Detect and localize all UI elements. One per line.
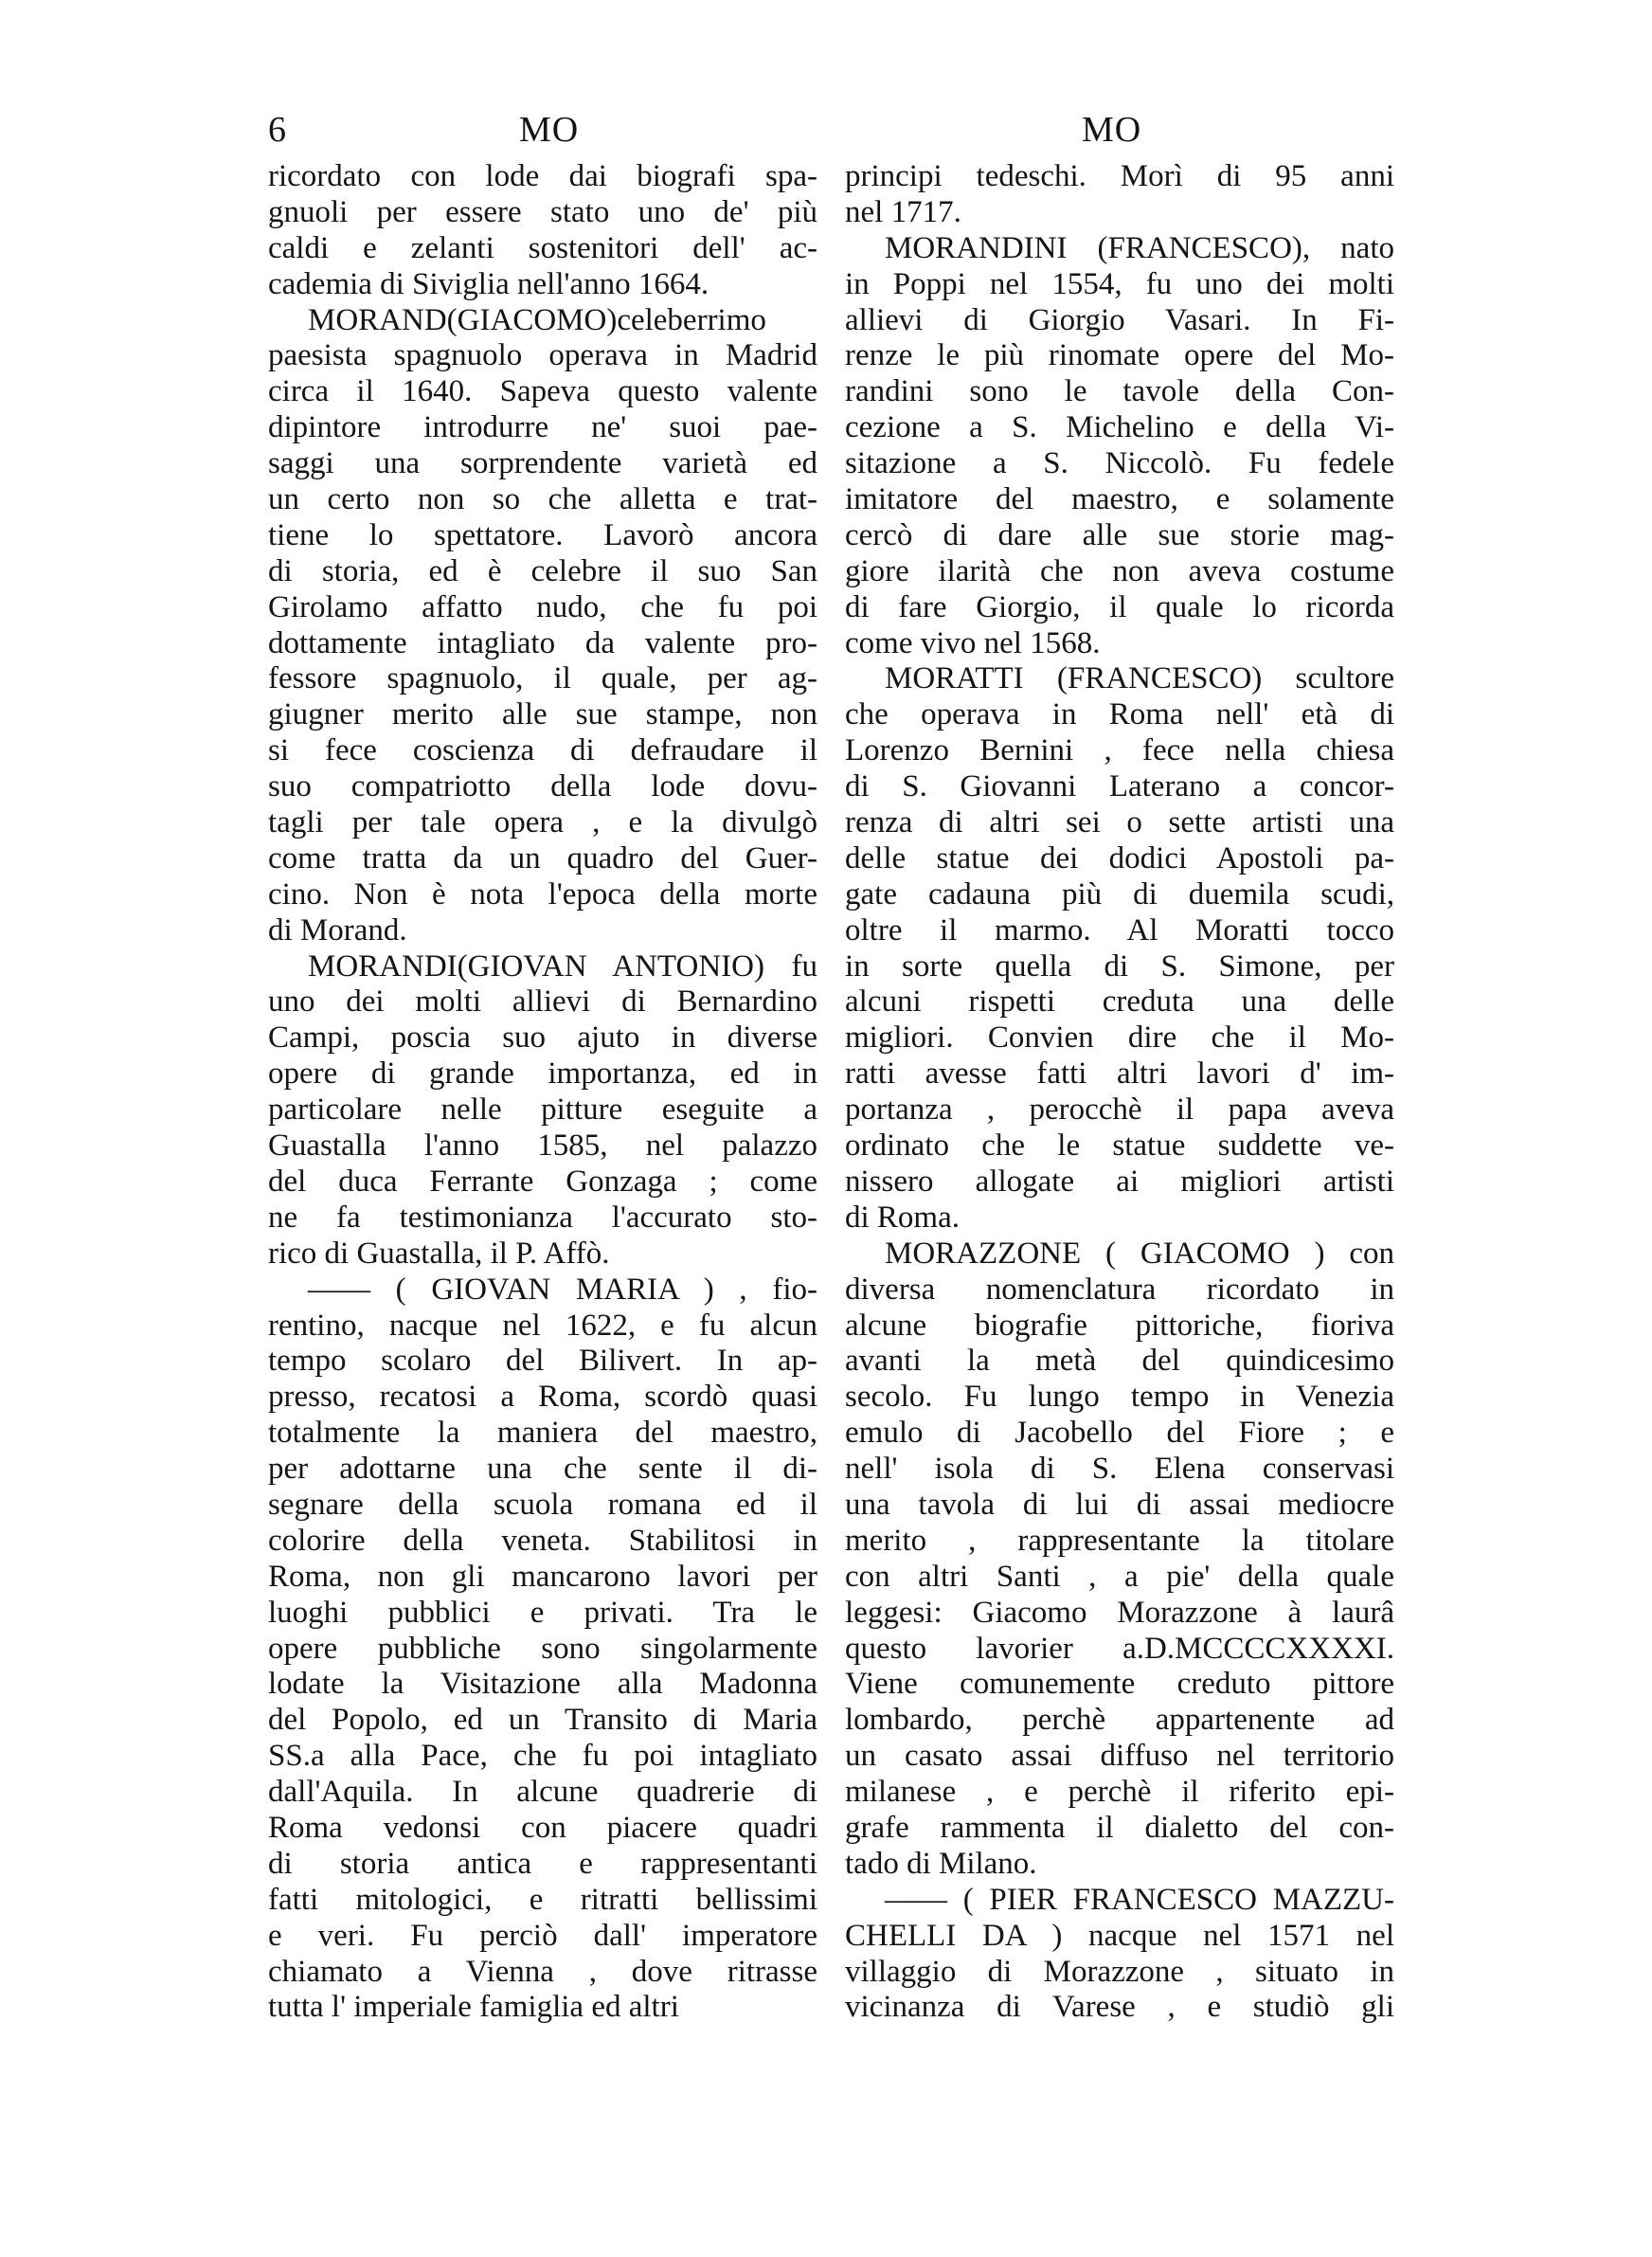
text-line: emulo di Jacobello del Fiore ; e bbox=[845, 1416, 1394, 1451]
text-line: MORAND(GIACOMO)celeberrimo bbox=[308, 302, 766, 337]
text-line: Roma, non gli mancarono lavori per bbox=[268, 1559, 817, 1594]
text-line: in Poppi nel 1554, fu uno dei molti bbox=[845, 266, 1394, 301]
text-line: paesista spagnuolo operava in Madrid bbox=[268, 338, 817, 373]
text-line: rico di Guastalla, il P. Affò. bbox=[268, 1236, 610, 1271]
text-line: tiene lo spettatore. Lavorò ancora bbox=[268, 517, 817, 552]
text-line: per adottarne una che sente il di- bbox=[268, 1452, 817, 1487]
text-line: chiamato a Vienna , dove ritrasse bbox=[268, 1954, 817, 1989]
text-line: un certo non so che alletta e trat- bbox=[268, 482, 817, 517]
text-line: con altri Santi , a pie' della quale bbox=[845, 1559, 1394, 1594]
text-line: del Popolo, ed un Transito di Maria bbox=[268, 1703, 817, 1738]
text-line: cercò di dare alle sue storie mag- bbox=[845, 517, 1394, 552]
text-line: di fare Giorgio, il quale lo ricorda bbox=[845, 589, 1394, 624]
text-line: suo compatriotto della lode dovu- bbox=[268, 769, 817, 804]
text-line: portanza , perocchè il papa aveva bbox=[845, 1092, 1394, 1128]
text-line: —— ( PIER FRANCESCO MAZZU- bbox=[885, 1882, 1394, 1917]
text-line: —— ( GIOVAN MARIA ) , fio- bbox=[308, 1272, 817, 1307]
text-line: gate cadauna più di duemila scudi, bbox=[845, 876, 1394, 912]
text-line: Guastalla l'anno 1585, nel palazzo bbox=[268, 1128, 817, 1164]
text-line: nel 1717. bbox=[845, 194, 961, 229]
text-line: ratti avesse fatti altri lavori d' im- bbox=[845, 1056, 1394, 1092]
text-line: nell' isola di S. Elena conservasi bbox=[845, 1452, 1394, 1487]
left-column bbox=[268, 159, 817, 2026]
text-line: grafe rammenta il dialetto del con- bbox=[845, 1810, 1394, 1845]
text-line: circa il 1640. Sapeva questo valente bbox=[268, 374, 817, 409]
text-line: un casato assai diffuso nel territorio bbox=[845, 1739, 1394, 1774]
text-line: Viene comunemente creduto pittore bbox=[845, 1667, 1394, 1702]
text-line: fessore spagnuolo, il quale, per ag- bbox=[268, 661, 817, 696]
text-line: delle statue dei dodici Apostoli pa- bbox=[845, 840, 1394, 876]
text-line: come tratta da un quadro del Guer- bbox=[268, 840, 817, 876]
text-line: vicinanza di Varese , e studiò gli bbox=[845, 1990, 1394, 2025]
text-line: avanti la metà del quindicesimo bbox=[845, 1344, 1394, 1379]
text-line: principi tedeschi. Morì di 95 anni bbox=[845, 159, 1394, 193]
text-line: SS.a alla Pace, che fu poi intagliato bbox=[268, 1739, 817, 1774]
text-line: e veri. Fu perciò dall' imperatore bbox=[268, 1918, 817, 1953]
text-line: gnuoli per essere stato uno de' più bbox=[268, 194, 817, 229]
text-line: del duca Ferrante Gonzaga ; come bbox=[268, 1164, 817, 1199]
text-line: randini sono le tavole della Con- bbox=[845, 374, 1394, 409]
text-line: nissero allogate ai migliori artisti bbox=[845, 1164, 1394, 1199]
text-line: giugner merito alle sue stampe, non bbox=[268, 697, 817, 732]
text-line: allievi di Giorgio Vasari. In Fi- bbox=[845, 302, 1394, 337]
text-line: cezione a S. Michelino e della Vi- bbox=[845, 410, 1394, 445]
text-line: saggi una sorprendente varietà ed bbox=[268, 446, 817, 481]
text-line: Campi, poscia suo ajuto in diverse bbox=[268, 1020, 817, 1056]
text-line: tagli per tale opera , e la divulgò bbox=[268, 805, 817, 840]
text-line: tutta l' imperiale famiglia ed altri bbox=[268, 1990, 679, 2025]
text-line: tempo scolaro del Bilivert. In ap- bbox=[268, 1344, 817, 1379]
text-line: si fece coscienza di defraudare il bbox=[268, 733, 817, 768]
text-line: uno dei molti allievi di Bernardino bbox=[268, 984, 817, 1020]
text-line: caldi e zelanti sostenitori dell' ac- bbox=[268, 230, 817, 265]
text-line: alcuni rispetti creduta una delle bbox=[845, 984, 1394, 1020]
text-line: diversa nomenclatura ricordato in bbox=[845, 1272, 1394, 1307]
text-line: che operava in Roma nell' età di bbox=[845, 697, 1394, 732]
text-line: alcune biografie pittoriche, fioriva bbox=[845, 1308, 1394, 1343]
text-line: come vivo nel 1568. bbox=[845, 625, 1101, 660]
text-line: tado di Milano. bbox=[845, 1846, 1037, 1881]
text-line: totalmente la maniera del maestro, bbox=[268, 1416, 817, 1451]
text-line: segnare della scuola romana ed il bbox=[268, 1487, 817, 1522]
text-line: ordinato che le statue suddette ve- bbox=[845, 1128, 1394, 1164]
running-head-left: MO bbox=[519, 110, 580, 150]
text-line: ricordato con lode dai biografi spa- bbox=[268, 159, 817, 193]
text-line: colorire della veneta. Stabilitosi in bbox=[268, 1523, 817, 1558]
text-line: Lorenzo Bernini , fece nella chiesa bbox=[845, 733, 1394, 768]
text-line: lombardo, perchè appartenente ad bbox=[845, 1703, 1394, 1738]
text-line: dottamente intagliato da valente pro- bbox=[268, 625, 817, 660]
text-line: ne fa testimonianza l'accurato sto- bbox=[268, 1200, 817, 1235]
text-line: renze le più rinomate opere del Mo- bbox=[845, 338, 1394, 373]
text-line: una tavola di lui di assai mediocre bbox=[845, 1487, 1394, 1522]
text-line: secolo. Fu lungo tempo in Venezia bbox=[845, 1380, 1394, 1415]
text-line: giore ilarità che non aveva costume bbox=[845, 553, 1394, 588]
text-line: imitatore del maestro, e solamente bbox=[845, 482, 1394, 517]
text-line: MORANDI(GIOVAN ANTONIO) fu bbox=[308, 948, 817, 984]
text-line: opere di grande importanza, ed in bbox=[268, 1056, 817, 1092]
text-line: sitazione a S. Niccolò. Fu fedele bbox=[845, 446, 1394, 481]
text-line: di storia, ed è celebre il suo San bbox=[268, 553, 817, 588]
text-line: Girolamo affatto nudo, che fu poi bbox=[268, 589, 817, 624]
text-line: MORANDINI (FRANCESCO), nato bbox=[885, 230, 1394, 265]
text-line: presso, recatosi a Roma, scordò quasi bbox=[268, 1380, 817, 1415]
text-line: particolare nelle pitture eseguite a bbox=[268, 1092, 817, 1128]
text-line: cademia di Siviglia nell'anno 1664. bbox=[268, 266, 709, 301]
text-line: di storia antica e rappresentanti bbox=[268, 1846, 817, 1881]
running-head-right: MO bbox=[1082, 110, 1142, 150]
text-line: CHELLI DA ) nacque nel 1571 nel bbox=[845, 1918, 1394, 1953]
text-line: lodate la Visitazione alla Madonna bbox=[268, 1667, 817, 1702]
text-line: Roma vedonsi con piacere quadri bbox=[268, 1810, 817, 1845]
text-line: cino. Non è nota l'epoca della morte bbox=[268, 876, 817, 912]
text-line: MORATTI (FRANCESCO) scultore bbox=[885, 661, 1394, 696]
text-line: di Morand. bbox=[268, 912, 407, 948]
text-line: villaggio di Morazzone , situato in bbox=[845, 1954, 1394, 1989]
text-line: questo lavorier a.D.MCCCCXXXXI. bbox=[845, 1631, 1394, 1666]
text-line: leggesi: Giacomo Morazzone à laurâ bbox=[845, 1595, 1394, 1630]
text-line: oltre il marmo. Al Moratti tocco bbox=[845, 912, 1394, 948]
text-line: fatti mitologici, e ritratti bellissimi bbox=[268, 1882, 817, 1917]
page-number: 6 bbox=[268, 110, 287, 150]
text-line: in sorte quella di S. Simone, per bbox=[845, 948, 1394, 984]
text-line: MORAZZONE ( GIACOMO ) con bbox=[885, 1236, 1394, 1271]
text-line: migliori. Convien dire che il Mo- bbox=[845, 1020, 1394, 1056]
text-line: merito , rappresentante la titolare bbox=[845, 1523, 1394, 1558]
right-column bbox=[845, 159, 1394, 2026]
text-line: opere pubbliche sono singolarmente bbox=[268, 1631, 817, 1666]
text-line: di Roma. bbox=[845, 1200, 960, 1235]
text-line: dipintore introdurre ne' suoi pae- bbox=[268, 410, 817, 445]
text-line: rentino, nacque nel 1622, e fu alcun bbox=[268, 1308, 817, 1343]
text-line: renza di altri sei o sette artisti una bbox=[845, 805, 1394, 840]
text-line: luoghi pubblici e privati. Tra le bbox=[268, 1595, 817, 1630]
text-line: di S. Giovanni Laterano a concor- bbox=[845, 769, 1394, 804]
text-line: dall'Aquila. In alcune quadrerie di bbox=[268, 1775, 817, 1810]
text-line: milanese , e perchè il riferito epi- bbox=[845, 1775, 1394, 1810]
